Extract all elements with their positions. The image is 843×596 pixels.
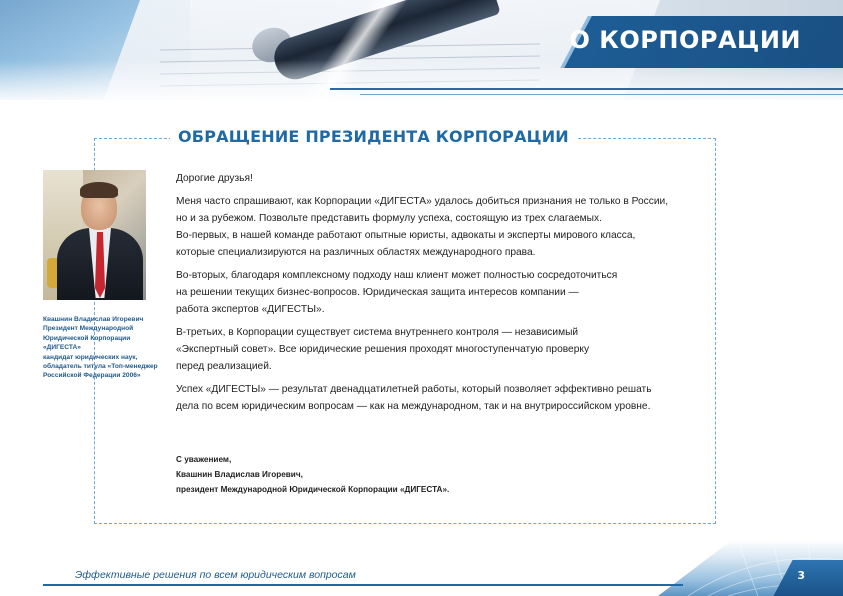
caption-line: Российской Федерации 2006» [43,372,141,380]
letter-line: Во-первых, в нашей команде работают опытные юристы, адвокаты и эксперты мирового класса, [176,230,636,241]
letter-greeting [176,170,696,187]
signature-line: президент Международной Юридической Корпорации «ДИГЕСТА». [176,485,450,494]
letter-line: дела по всем юридическим вопросам — как на международном, так и на внутрироссийском уровне. [176,401,651,412]
section-title: ОБРАЩЕНИЕ ПРЕЗИДЕНТА КОРПОРАЦИИ [170,127,577,146]
letter-line: работа экспертов «ДИГЕСТЫ». [176,304,325,315]
caption-line: обладатель титула «Топ-менеджер [43,363,158,371]
signature-line: С уважением, [176,455,232,464]
caption-line: кандидат юридических наук, [43,353,138,361]
caption-line: Квашнин Владислав Игоревич [43,316,144,323]
portrait-hair [80,182,118,198]
portrait-caption [43,315,163,381]
footer-tagline: Эффективные решения по всем юридическим вопросам [75,569,356,581]
caption-line: Президент Международной [43,325,134,333]
caption-line: Юридической Корпорации [43,334,131,342]
letter-line: перед реализацией. [176,361,272,372]
letter-line: Меня часто спрашивают, как Корпорации «ДИГЕСТА» удалось добиться признания не только в России, [176,196,669,207]
letter-paragraph-1 [176,193,696,261]
letter-line: Во-вторых, благодаря комплексному подходу наш клиент может полностью сосредоточиться [176,270,618,281]
letter-line: Успех «ДИГЕСТЫ» — результат двенадцатилетней работы, который позволяет эффективно решать [176,384,652,395]
president-letter [176,170,696,421]
footer-rule [43,584,683,586]
letter-line: «Экспертный совет». Все юридические решения проходят многоступенчатую проверку [176,344,590,355]
letter-paragraph-2 [176,267,696,318]
letter-paragraph-3 [176,324,696,375]
letter-line: Дорогие друзья! [176,173,253,184]
letter-line: но и за рубежом. Позвольте представить формулу успеха, состоящую из трех слагаемых. [176,213,602,224]
page-number: 3 [797,569,805,582]
letter-line: на решении текущих бизнес-вопросов. Юридическая защита интересов компании — [176,287,579,298]
footer-corner-graphic [658,540,843,596]
caption-line: «ДИГЕСТА» [43,344,81,352]
letter-line: которые специализируются на различных областях международного права. [176,247,536,258]
page-title: О КОРПОРАЦИИ [569,26,801,54]
signature-line: Квашнин Владислав Игоревич, [176,470,303,479]
letter-line: В-третьих, в Корпорации существует система внутреннего контроля — независимый [176,327,579,338]
letter-paragraph-4 [176,381,696,415]
header-rule-thin [360,94,843,95]
letter-signature [176,452,449,497]
header-banner [0,0,843,100]
president-portrait [43,170,146,300]
header-rule [330,88,843,90]
